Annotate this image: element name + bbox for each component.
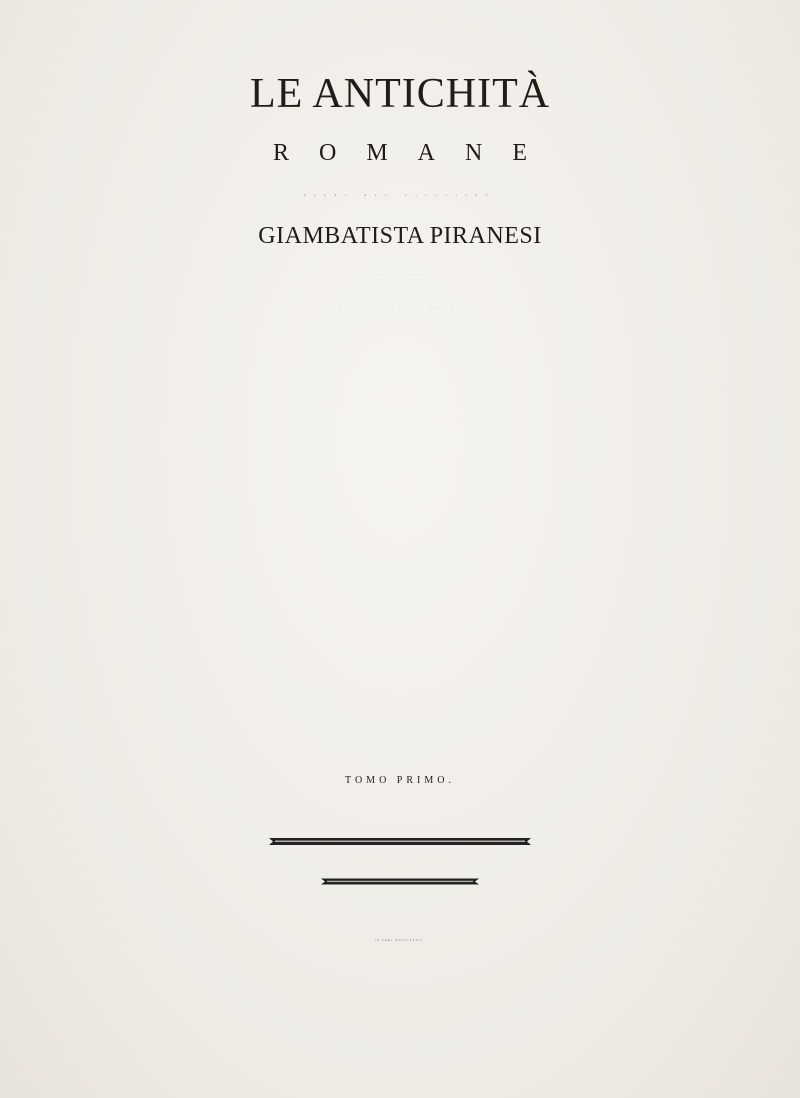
text-line [0, 723, 800, 742]
fourth-volume-heading [0, 676, 800, 696]
author-profession: ARCHITETTO VENEZIANO [373, 275, 427, 276]
text-line [0, 741, 800, 760]
text-line [0, 489, 800, 508]
first-volume-heading [0, 335, 800, 355]
text-line [0, 471, 800, 490]
text-line [0, 634, 800, 653]
ornamental-rule-upper [269, 836, 531, 847]
second-third-volume-heading [0, 550, 800, 570]
supplementary-plates-heading [0, 428, 800, 446]
fourth-volume-description [0, 704, 800, 760]
text-line [0, 578, 800, 597]
text-line [0, 508, 800, 527]
text-line [0, 652, 800, 671]
text-line [0, 452, 800, 471]
first-volume-description [0, 360, 800, 420]
imprint-printer [0, 958, 800, 978]
author-name: GIAMBATISTA PIRANESI [258, 223, 542, 249]
volume-number: TOMO PRIMO. [345, 775, 455, 786]
text-line [0, 526, 800, 545]
imprint-licence [0, 985, 800, 1003]
text-line [0, 400, 800, 420]
main-title-second-line: ROMANE [272, 140, 557, 166]
text-line [0, 704, 800, 723]
text-line [0, 380, 800, 400]
supplementary-plates-description [0, 452, 800, 545]
text-line [0, 597, 800, 616]
imprint-place-date: IN ROMA MDCCLXXXIV. [375, 940, 425, 942]
text-line [0, 360, 800, 380]
ornamental-rule-lower [321, 877, 479, 886]
volumes-line: DIVISA IN QUATTRO TOMI [317, 309, 483, 310]
main-title: LE ANTICHITÀ [249, 71, 551, 117]
second-third-volume-description [0, 578, 800, 671]
opera-line: OPERA DEL CAVALIERE [303, 195, 497, 197]
text-line [0, 615, 800, 634]
